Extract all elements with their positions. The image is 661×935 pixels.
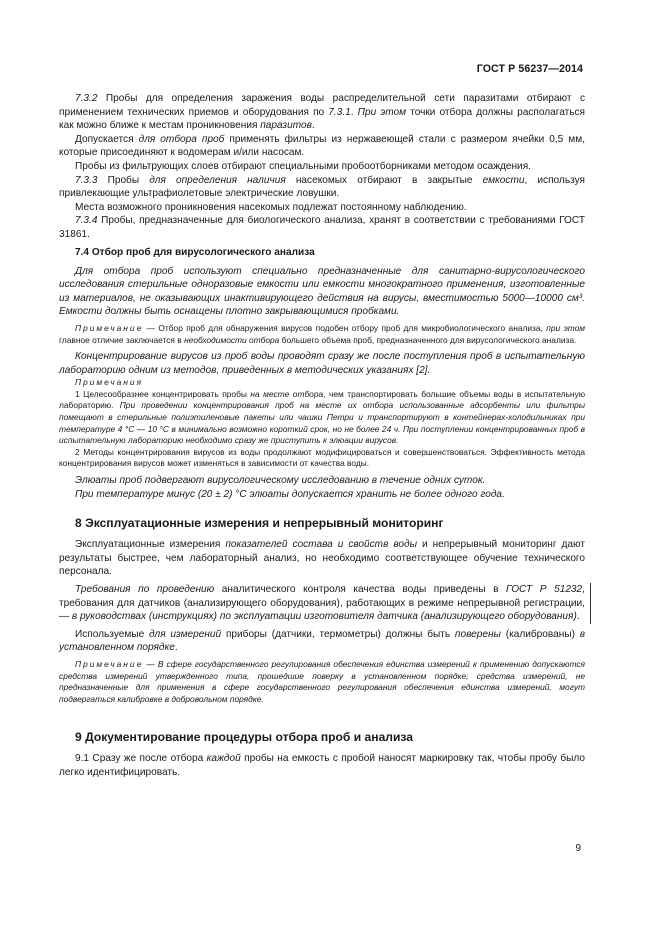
text-run: насекомых отбирают в закрытые <box>285 174 483 186</box>
text-run: приборы (датчики, термометры) должны быть <box>221 628 455 640</box>
text-run: каждой <box>206 753 241 765</box>
text-run: . <box>350 106 358 118</box>
text-run: для отбора проб <box>138 133 225 145</box>
body-paragraph <box>59 752 585 779</box>
page-number: 9 <box>575 843 581 854</box>
text-run: Концентрирование вирусов из проб воды проводят сразу же после поступления проб в испытательную лабораторию одним из методов, приведенных в методических указаниях [2]. <box>59 351 585 376</box>
text-run: паразитов <box>260 120 312 132</box>
text-run: в установленном порядке <box>59 628 586 654</box>
note-paragraph <box>59 389 585 447</box>
note-label: Примечания <box>75 377 144 388</box>
text-run: Элюаты проб подвергают вирусологическому исследованию в течение одних суток. <box>75 475 486 487</box>
subsection-heading: 7.4 Отбор проб для вирусологического анализа <box>75 246 315 258</box>
note-label: Примечание <box>75 658 144 669</box>
spacer <box>59 501 585 515</box>
section-heading: 9 Документирование процедуры отбора проб и анализа <box>75 730 413 745</box>
text-run: (калиброваны) <box>500 628 580 640</box>
body-paragraph <box>59 92 585 133</box>
body-paragraph <box>59 265 585 319</box>
text-run: 7.3.4 <box>75 215 98 227</box>
body-paragraph <box>59 538 585 579</box>
text-run: показателей состава и свойств воды <box>225 539 417 551</box>
body-paragraph <box>59 214 585 241</box>
text-run: необходимости отбора <box>184 334 280 345</box>
text-run: 1 Целесообразнее концентрировать пробы <box>75 388 251 399</box>
text-run: — В сфере государственного регулирования обеспечения единства измерений к применению допускаются средства измерений утвержденного типа, прошедшие поверку в установленном порядке; средства измерений, не предназначенные для применения в сфере государственного регулирования обеспечения единства измерений, могут подвергаться калибровке в добровольном порядке. <box>59 658 585 704</box>
section-heading: 8 Эксплуатационные измерения и непрерывный мониторинг <box>75 516 444 531</box>
text-run: Пробы <box>97 174 150 186</box>
body-paragraph <box>59 174 585 201</box>
text-run: на месте отбора <box>250 388 324 399</box>
note-paragraph <box>59 323 585 346</box>
text-run: емкости <box>482 174 525 186</box>
text-run: Места возможного проникновения насекомых подлежат постоянному наблюдению. <box>75 201 467 213</box>
text-run: При температуре минус (20 ± 2) °С элюаты допускается хранить не более одного года. <box>75 488 505 500</box>
spacer <box>59 705 585 729</box>
document-body <box>59 92 585 780</box>
text-run: , чем транспортировать большие объемы воды в испытательную лабораторию. <box>59 388 585 411</box>
body-paragraph <box>59 488 585 502</box>
note-label: Примечание <box>75 322 144 333</box>
text-run: При проведении концентрирования проб на месте их отбора использованные адсорбенты или фильтры помещают в стерильные полиэтиленовые пакеты или чашки Петри и транспортируют в контейнерах-холодильниках при температуре 4 °С — 10 °С в минимально возможно короткий срок, но не более 24 ч. При поступлении концентрированных проб в испытательную лабораторию необходимо сразу же приступить к элюации вирусов. <box>59 400 585 446</box>
text-run: . <box>576 611 580 623</box>
text-run: и непрерывный мониторинг дают результаты быстрее, чем лабораторный анализ, но необходимо соответствующее обучение технического персонала. <box>59 539 585 578</box>
text-run: Допускается <box>75 133 139 145</box>
standard-header: ГОСТ Р 56237—2014 <box>476 63 583 75</box>
text-run: 7.3.3 <box>75 174 98 186</box>
text-run: 7.3.1 <box>328 106 351 118</box>
text-run: для определения наличия <box>149 174 286 186</box>
text-run: Пробы для определения заражения воды распределительной сети паразитами отбирают с применением технических приемов и оборудования по <box>59 93 585 118</box>
body-paragraph <box>59 474 585 488</box>
text-run: главное отличие заключается в <box>59 334 185 345</box>
text-run: , используя привлекающие ультрафиолетовые электрические ловушки. <box>59 174 585 200</box>
text-run: Используемые <box>75 628 149 640</box>
text-run: 7.3.2 <box>75 93 98 104</box>
text-run: аналитического контроля качества воды приведены в <box>214 584 507 595</box>
text-run: Пробы, предназначенные для биологического анализа, хранят в соответствии с требованиями ГОСТ 31861. <box>59 215 585 240</box>
text-run: ГОСТ Р 51232 <box>506 584 583 595</box>
text-run: . <box>174 642 178 654</box>
text-run: — Отбор проб для обнаружения вирусов подобен отбору проб для микробиологического анализа, <box>143 322 547 333</box>
note-paragraph <box>59 659 585 705</box>
body-paragraph <box>59 350 585 377</box>
text-run: , требования для датчиков (анализирующего оборудования), работающих в режиме непрерывной регистрации, — <box>59 584 585 623</box>
text-run: . <box>311 120 315 132</box>
body-paragraph <box>59 583 585 624</box>
text-run: пробы на емкость с пробой наносят маркировку так, чтобы пробу было легко идентифицировать. <box>59 753 586 778</box>
body-paragraph <box>59 201 585 215</box>
text-run: При этом <box>357 106 407 118</box>
text-run: для измерений <box>148 628 222 640</box>
text-run: большего объема проб, предназначенного для вирусологического анализа. <box>279 334 577 345</box>
text-run: точки отбора должны располагаться как можно ближе к местам проникновения <box>59 106 586 132</box>
text-run: 9.1 Сразу же после отбора <box>75 753 207 765</box>
body-paragraph <box>59 628 585 655</box>
text-run: Требования по проведению <box>75 584 215 595</box>
body-paragraph <box>59 133 585 160</box>
note-paragraph <box>59 377 585 389</box>
text-run: применять фильтры из нержавеющей стали с размером ячейки 0,5 мм, которые присоединяют к водомерам и/или насосам. <box>59 133 585 159</box>
note-paragraph <box>59 447 585 470</box>
body-paragraph <box>59 160 585 174</box>
text-run: Для отбора проб используют специально предназначенные для санитарно-вирусологического исследования стерильные одноразовые емкости или емкости многократного применения, изготовленные из материалов, не оказывающих инактивирующего действия на вирусы, вместимостью 5000—10000 см³. Емкости должны быть оснащены плотно закрывающимися пробками. <box>59 265 585 318</box>
spacer <box>59 745 585 752</box>
text-run: при этом <box>546 322 585 333</box>
text-run: Эксплуатационные измерения <box>75 539 226 551</box>
text-run: Пробы из фильтрующих слоев отбирают специальными пробоотборниками методом осаждения. <box>75 160 531 172</box>
spacer <box>59 531 585 538</box>
text-run: в руководствах (инструкциях) по эксплуатации изготовителя датчика (анализирующего оборудования) <box>71 611 577 623</box>
text-run: 2 Методы концентрирования вирусов из воды продолжают модифицироваться и совершенствоваться. Эффективность метода концентрирования вирусов может изменяться в зависимости от качества воды. <box>59 446 585 469</box>
text-run: поверены <box>454 628 501 640</box>
